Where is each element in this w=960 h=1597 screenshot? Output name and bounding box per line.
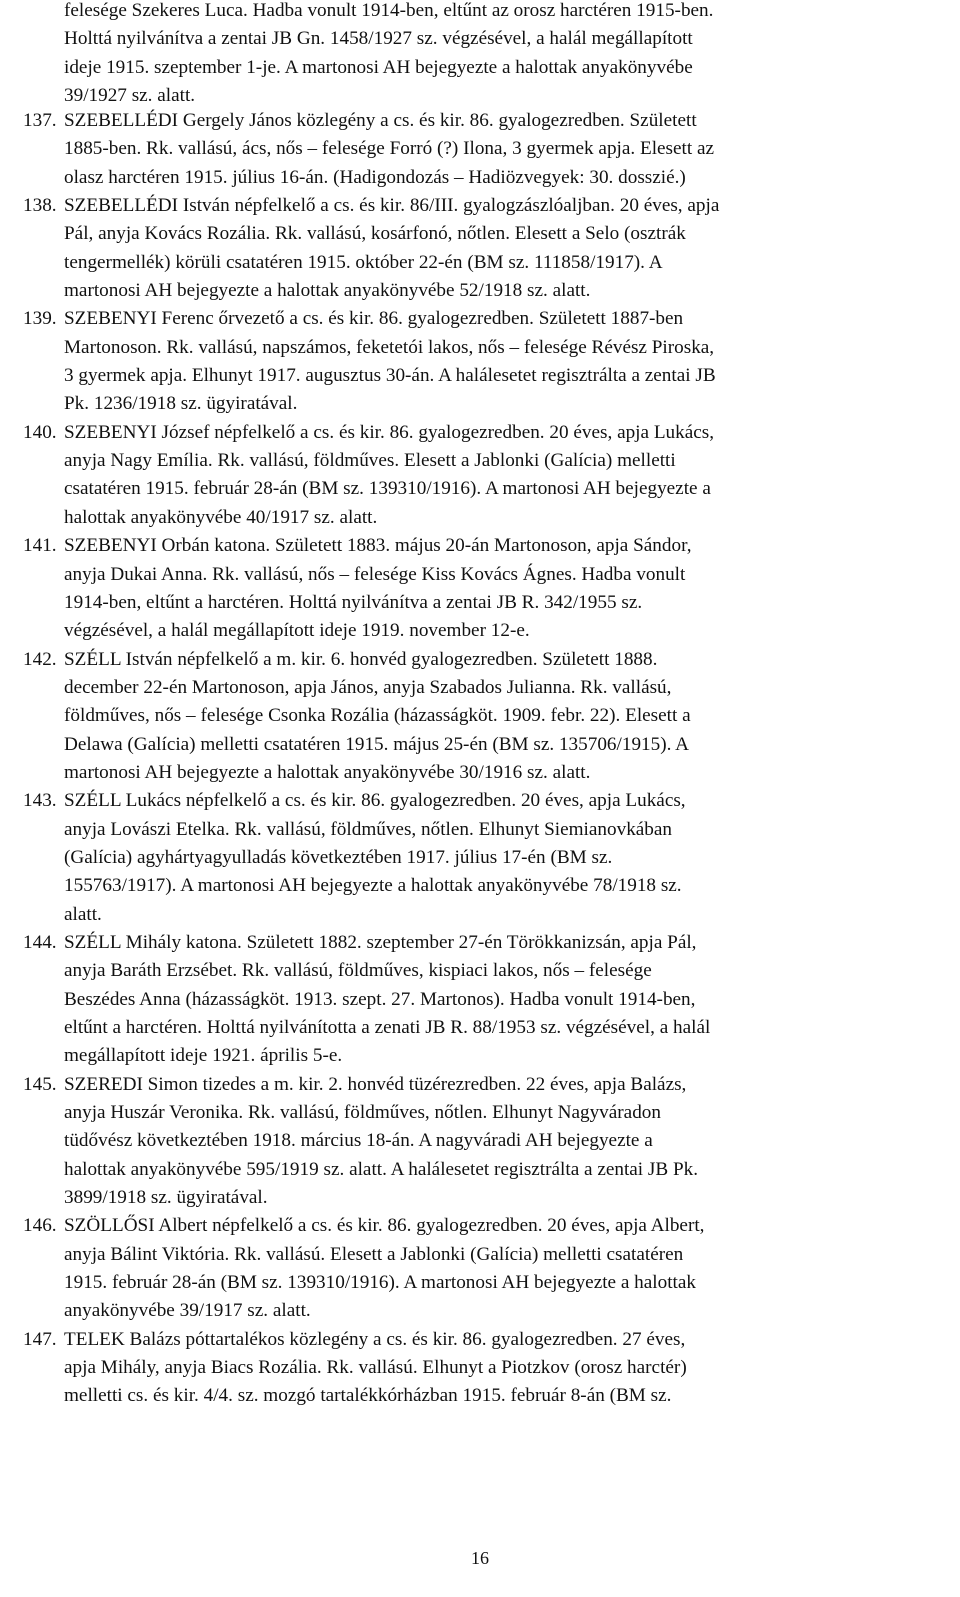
entry-number: 141. <box>23 535 57 557</box>
list-item <box>0 419 944 532</box>
entry-number: 144. <box>23 931 57 953</box>
entry-text: SZÉLL István népfelkelő a m. kir. 6. honvéd gyalogezredben. Született 1888. december 22-én Martonoson, apja János, anyja Szabados Julianna. Rk. vallású, földműves, nős – felesége Csonka Rozália (házasságköt. 1909. febr. 22). Elesett a Delawa (Galícia) melletti csatatéren 1915. május 25-én (BM sz. 135706/1915). A martonosi AH bejegyezte a halottak anyakönyvébe 30/1916 sz. alatt. <box>64 648 691 783</box>
entry-number: 140. <box>23 421 57 443</box>
entry-text: SZEBENYI Ferenc őrvezető a cs. és kir. 86. gyalogezredben. Született 1887-ben Martonoson. Rk. vallású, napszámos, feketetói lakos, nős – felesége Révész Piroska, 3 gyermek apja. Elhunyt 1917. augusztus 30-án. A halálesetet regisztrálta a zentai JB Pk. 1236/1918 sz. ügyiratával. <box>64 308 716 415</box>
entry-text: TELEK Balázs póttartalékos közlegény a cs. és kir. 86. gyalogezredben. 27 éves, apja Mihály, anyja Biacs Rozália. Rk. vallású. Elhunyt a Piotzkov (orosz harctér) melletti cs. és kir. 4/4. sz. mozgó tartalékkórházban 1915. február 8-án (BM sz. <box>64 1328 687 1407</box>
entry-text: SZEBENYI József népfelkelő a cs. és kir. 86. gyalogezredben. 20 éves, apja Lukács, anyja Nagy Emília. Rk. vallású, földműves. Elesett a Jablonki (Galícia) melletti csatatéren 1915. február 28-án (BM sz. 139310/1916). A martonosi AH bejegyezte a halottak anyakönyvébe 40/1917 sz. alatt. <box>64 421 715 528</box>
list-item <box>0 1071 944 1213</box>
list-item <box>0 787 944 929</box>
list-item <box>0 107 944 192</box>
entry-number: 137. <box>23 110 57 131</box>
page-number: 16 <box>471 1548 489 1568</box>
entry-number: 142. <box>23 648 57 670</box>
list-item <box>0 305 944 418</box>
list-item <box>0 646 944 788</box>
entry-text: SZEBELLÉDI Gergely János közlegény a cs. és kir. 86. gyalogezredben. Született 1885-ben. Rk. vallású, ács, nős – felesége Forró (?) Ilona, 3 gyermek apja. Elesett az olasz harctéren 1915. július 16-án. (Hadigondozás – Hadiözvegyek: 30. dosszié.) <box>64 110 715 188</box>
list-item <box>0 532 944 645</box>
entry-text: SZEREDI Simon tizedes a m. kir. 2. honvéd tüzérezredben. 22 éves, apja Balázs, anyja Huszár Veronika. Rk. vallású, földműves, nőtlen. Elhunyt Nagyváradon tüdővész következtében 1918. március 18-án. A nagyváradi AH bejegyezte a halottak anyakönyvébe 595/1919 sz. alatt. A halálesetet regisztrálta a zentai JB Pk. 3899/1918 sz. ügyiratával. <box>64 1073 699 1209</box>
entry-number: 139. <box>23 308 57 330</box>
list-item <box>0 929 944 1071</box>
entry-text: SZÉLL Mihály katona. Született 1882. szeptember 27-én Törökkanizsán, apja Pál, anyja Baráth Erzsébet. Rk. vallású, földműves, kispiaci lakos, nős – felesége Beszédes Anna (házasságköt. 1913. szept. 27. Martonos). Hadba vonult 1914-ben, eltűnt a harctéren. Holttá nyilvánította a zenati JB R. 88/1953 sz. végzésével, a halál megállapított ideje 1921. április 5-e. <box>64 931 711 1067</box>
entry-text: SZEBENYI Orbán katona. Született 1883. május 20-án Martonoson, apja Sándor, anyja Dukai Anna. Rk. vallású, nős – felesége Kiss Kovács Ágnes. Hadba vonult 1914-ben, eltűnt a harctéren. Holttá nyilvánítva a zentai JB R. 342/1955 sz. végzésével, a halál megállapított ideje 1919. november 12-e. <box>64 535 692 642</box>
entry-number: 146. <box>23 1215 57 1237</box>
entry-number: 147. <box>23 1328 57 1350</box>
list-item <box>0 1212 944 1325</box>
entry-number: 143. <box>23 790 57 812</box>
list-item <box>0 192 944 305</box>
entry-text: SZÉLL Lukács népfelkelő a cs. és kir. 86. gyalogezredben. 20 éves, apja Lukács, anyja Lovászi Etelka. Rk. vallású, földműves, nőtlen. Elhunyt Siemianovkában (Galícia) agyhártyagyulladás következtében 1917. július 17-én (BM sz. 155763/1917). A martonosi AH bejegyezte a halottak anyakönyvébe 78/1918 sz. alatt. <box>64 790 686 925</box>
list-item <box>0 1326 944 1411</box>
entry-text: SZÖLLŐSI Albert népfelkelő a cs. és kir. 86. gyalogezredben. 20 éves, apja Albert, anyja Bálint Viktória. Rk. vallású. Elesett a Jablonki (Galícia) melletti csatatéren 1915. február 28-án (BM sz. 139310/1916). A martonosi AH bejegyezte a halottak anyakönyvébe 39/1917 sz. alatt. <box>64 1215 705 1322</box>
entry-list <box>0 107 960 1411</box>
entry-number: 145. <box>23 1073 57 1095</box>
intro-paragraph: felesége Szekeres Luca. Hadba vonult 1914-ben, eltűnt az orosz harctéren 1915-ben. Holttá nyilvánítva a zentai JB Gn. 1458/1927 sz. végzésével, a halál megállapított ideje 1915. szeptember 1-je. A martonosi AH bejegyezte a halottak anyakönyvébe 39/1927 sz. alatt. <box>64 0 714 107</box>
entry-text: SZEBELLÉDI István népfelkelő a cs. és kir. 86/III. gyalogzászlóaljban. 20 éves, apja Pál, anyja Kovács Rozália. Rk. vallású, kosárfonó, nőtlen. Elesett a Selo (osztrák tengermellék) körüli csatatéren 1915. október 22-én (BM sz. 111858/1917). A martonosi AH bejegyezte a halottak anyakönyvébe 52/1918 sz. alatt. <box>64 195 720 302</box>
entry-number: 138. <box>23 195 57 217</box>
